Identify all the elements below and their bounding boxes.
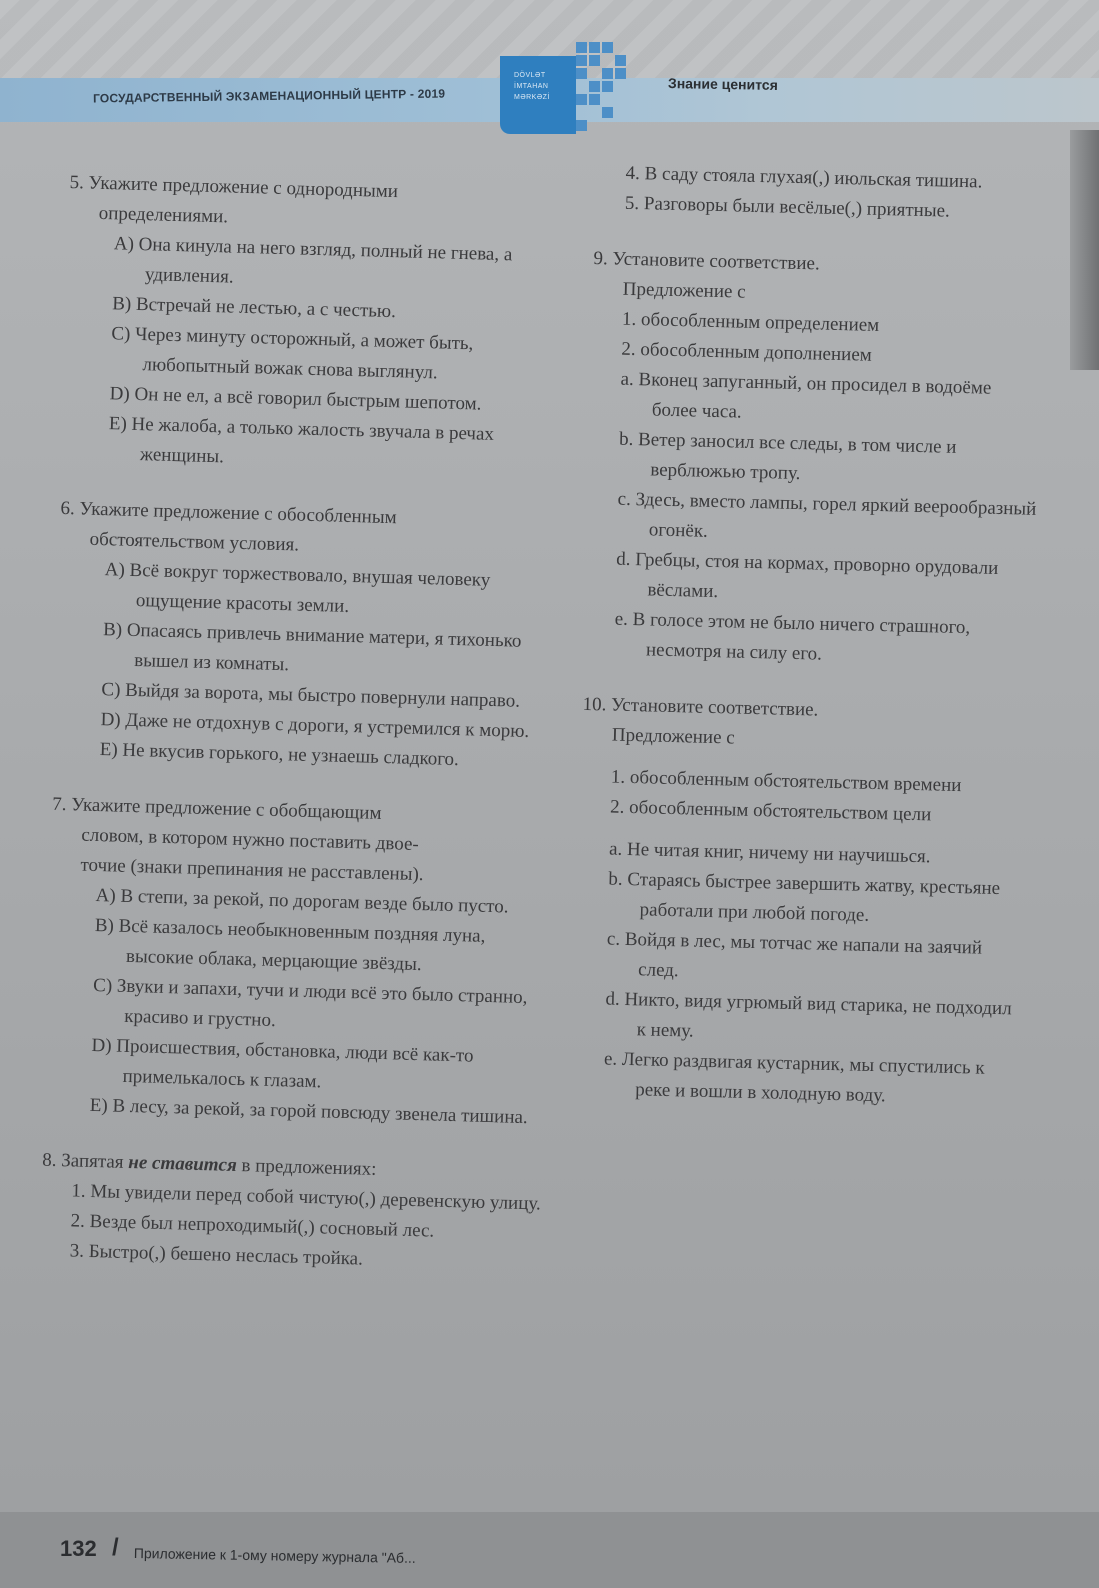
logo-text: DÖVLƏT İMTAHAN MƏRKƏZİ: [514, 72, 550, 101]
item-list: [39, 1176, 541, 1280]
question-5: [62, 168, 570, 482]
lettered-item-b: b. Ветер заносил все следы, в том числе и верблюжью тропу.: [618, 428, 957, 485]
question-5-head: 5. Укажите предложение с однородными: [69, 171, 399, 203]
lettered-item-c: c. Войдя в лес, мы тотчас же напали на заячий след.: [606, 928, 983, 982]
lettered-item-a: a. Не читая книг, ничему ни научишься.: [608, 838, 931, 868]
question-7: [43, 790, 552, 1134]
right-column: [572, 158, 1046, 1141]
option-a: A) Всё вокруг торжествовало, внушая человеку ощущение красоты земли.: [104, 559, 491, 617]
question-7-head: 7. Укажите предложение с обобщающим: [51, 793, 382, 824]
question-10-head: 10. Установите соответствие.: [582, 693, 819, 721]
numbered-item-1: 1. обособленным обстоятельством времени: [610, 766, 962, 797]
question-8-head: 8. Запятая не ставится в предложениях:: [41, 1149, 377, 1180]
lettered-list: [573, 834, 1029, 1115]
question-10-sentence-label: Предложение с: [611, 724, 735, 749]
option-d: D) Даже не отдохнув с дороги, я устремился к морю.: [100, 709, 530, 743]
lettered-item-b: b. Стараясь быстрее завершить жатву, крестьяне работали при любой погоде.: [608, 868, 1001, 926]
item-2: 2. Везде был непроходимый(,) сосновый лес.: [70, 1210, 435, 1242]
lettered-list: [584, 364, 1041, 675]
lettered-item-e: e. В голосе этом не было ничего страшного, несмотря на силу его.: [614, 608, 971, 665]
footer-slash: /: [112, 1534, 119, 1561]
numbered-item-2: 2. обособленным обстоятельством цели: [609, 796, 932, 826]
option-b: B) Встречай не лестью, а с честью.: [111, 293, 397, 323]
header-title: ГОСУДАРСТВЕННЫЙ ЭКЗАМЕНАЦИОННЫЙ ЦЕНТР - 2019: [92, 86, 446, 106]
option-a: A) Она кинула на него взгляд, полный не гнева, а удивления.: [113, 233, 513, 288]
option-c: C) Выйдя за ворота, мы быстро повернули направо.: [101, 679, 521, 712]
numbered-list: [591, 304, 1042, 375]
footer-text: Приложение к 1-ому номеру журнала "Аб...: [133, 1545, 416, 1566]
option-b: B) Всё казалось необыкновенным поздняя луна, высокие облака, мерцающие звёзды.: [94, 914, 486, 976]
option-d: D) Он не ел, а всё говорил быстрым шепотом.: [109, 383, 482, 415]
lettered-item-a: a. Вконец запуганный, он просидел в водоёме более часа.: [620, 368, 992, 423]
lettered-item-e: e. Легко раздвигая кустарник, мы спустились к реке и вошли в холодную воду.: [603, 1048, 985, 1107]
lettered-item-d: d. Гребцы, стоя на кормах, проворно орудовали вёслами.: [615, 548, 999, 603]
question-6-head-cont: обстоятельством условия.: [89, 528, 300, 556]
item-3: 3. Быстро(,) бешено неслась тройка.: [69, 1240, 364, 1270]
numbered-item-2: 2. обособленным дополнением: [621, 338, 873, 366]
option-list: [53, 554, 559, 778]
question-6: [53, 494, 560, 778]
item-5: 5. Разговоры были весёлые(,) приятные.: [624, 192, 951, 222]
item-4: 4. В саду стояла глухая(,) июльская тишина.: [625, 162, 983, 193]
question-7-head-cont: точие (знаки препинания не расставлены).: [80, 854, 424, 886]
question-8: [39, 1146, 542, 1280]
question-7-head-cont: словом, в котором нужно поставить двое-: [81, 824, 420, 855]
option-b: B) Опасаясь привлечь внимание матери, я тихонько вышел из комнаты.: [102, 619, 522, 676]
question-10: [573, 690, 1033, 1115]
question-9: [584, 244, 1044, 675]
question-8-continued: [595, 158, 1046, 229]
lettered-item-d: d. Никто, видя угрюмый вид старика, не подходил к нему.: [605, 988, 1012, 1042]
option-list: [62, 228, 569, 482]
item-list: [595, 158, 1046, 229]
page-edge-strip: [1070, 130, 1099, 370]
question-9-head: 9. Установите соответствие.: [593, 247, 820, 275]
numbered-list: [580, 762, 1031, 833]
option-e: E) В лесу, за рекой, за горой повсюду звенела тишина.: [89, 1094, 529, 1129]
lettered-item-c: c. Здесь, вместо лампы, горел яркий веерообразный огонёк.: [617, 488, 1037, 542]
option-c: C) Через минуту осторожный, а может быть, любопытный вожак снова выглянул.: [111, 323, 474, 384]
item-1: 1. Мы увидели перед собой чистую(,) деревенскую улицу.: [71, 1180, 542, 1215]
option-list: [43, 880, 550, 1134]
left-column: [39, 168, 570, 1306]
page-number: 132: [60, 1536, 97, 1561]
question-9-sentence-label: Предложение с: [622, 278, 746, 303]
emphasis-not-placed: не ставится: [128, 1152, 238, 1177]
option-c: C) Звуки и запахи, тучи и люди всё это было странно, красиво и грустно.: [92, 974, 528, 1032]
question-5-head-cont: определениями.: [98, 202, 229, 228]
question-6-head: 6. Укажите предложение с обособленным: [60, 497, 397, 529]
header-slogan: Знание ценится: [667, 75, 778, 93]
option-d: D) Происшествия, обстановка, люди всё как-то примелькалось к глазам.: [91, 1034, 474, 1093]
option-e: E) Не вкусив горького, не узнаешь сладкого.: [99, 739, 460, 771]
option-e: E) Не жалоба, а только жалость звучала в речах женщины.: [108, 413, 495, 468]
numbered-item-1: 1. обособленным определением: [621, 308, 880, 336]
option-a: A) В степи, за рекой, по дорогам везде было пусто.: [95, 885, 509, 918]
